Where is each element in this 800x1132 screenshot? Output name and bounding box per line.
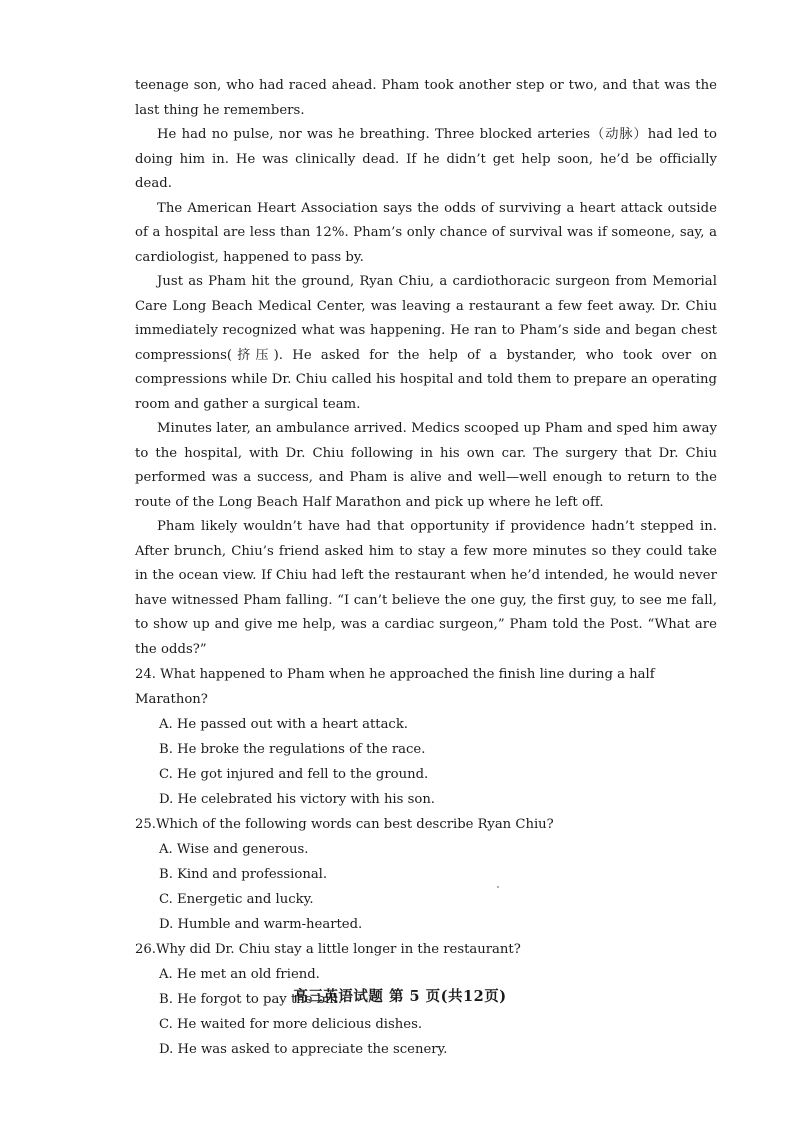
passage-paragraph: Minutes later, an ambulance arrived. Medics scooped up Pham and sped him away to the hospital, with Dr. Chiu following in his own car. The surgery that Dr. Chiu performed was a success, and Pham is alive and well—well enough to return to the route of the Long Beach Half Marathon and pick up where he left off. [135, 421, 717, 510]
option-d: D. Humble and warm-hearted. [159, 917, 363, 932]
option-b: B. He forgot to pay the bill. [159, 992, 343, 1007]
option-a: A. He passed out with a heart attack. [159, 717, 408, 732]
passage-paragraph: Just as Pham hit the ground, Ryan Chiu, a cardiothoracic surgeon from Memorial Care Long Beach Medical Center, was leaving a restaurant a few feet away. Dr. Chiu immediately recognized what was happening. He ran to Pham’s side and began chest compressions(挤压). He asked for the help of a bystander, who took over on compressions while Dr. Chiu called his hospital and told them to prepare an operating room and gather a surgical team. [135, 274, 717, 412]
passage-paragraph: The American Heart Association says the odds of surviving a heart attack outside of a hospital are less than 12%. Pham’s only chance of survival was if someone, say, a cardiologist, happened to pass by. [135, 200, 717, 265]
passage-paragraph: Pham likely wouldn’t have had that opportunity if providence hadn’t stepped in. After brunch, Chiu’s friend asked him to stay a few more minutes so they could take in the ocean view. If Chiu had left the restaurant when he’d intended, he would never have witnessed Pham falling. “I can’t believe the one guy, the first guy, to see me fall, to show up and give me help, was a cardiac surgeon,” Pham told the Post. “What are the odds?” [135, 519, 717, 657]
option-d: D. He was asked to appreciate the scenery. [159, 1042, 448, 1057]
option-c: C. He got injured and fell to the ground. [159, 767, 429, 782]
page-footer: 高三英语试题 第 5 页(共12页) [293, 988, 507, 1005]
scan-speck [497, 886, 499, 888]
reading-passage [135, 74, 717, 662]
passage-paragraph: teenage son, who had raced ahead. Pham took another step or two, and that was the last thing he remembers. [135, 78, 717, 118]
option-a: A. Wise and generous. [159, 842, 309, 857]
passage-paragraph: He had no pulse, nor was he breathing. Three blocked arteries（动脉）had led to doing him in. He was clinically dead. If he didn’t get help soon, he’d be officially dead. [135, 127, 717, 191]
option-b: B. Kind and professional. [159, 867, 328, 882]
question-stem: 26.Why did Dr. Chiu stay a little longer in the restaurant? [135, 942, 521, 957]
question-24 [135, 662, 717, 812]
question-stem: 24. What happened to Pham when he approached the finish line during a half Marathon? [135, 667, 655, 707]
option-a: A. He met an old friend. [159, 967, 320, 982]
option-c: C. Energetic and lucky. [159, 892, 314, 907]
question-25 [135, 812, 717, 937]
exam-page [135, 74, 717, 1062]
question-stem: 25.Which of the following words can best describe Ryan Chiu? [135, 817, 554, 832]
option-d: D. He celebrated his victory with his son. [159, 792, 436, 807]
option-b: B. He broke the regulations of the race. [159, 742, 426, 757]
option-c: C. He waited for more delicious dishes. [159, 1017, 423, 1032]
